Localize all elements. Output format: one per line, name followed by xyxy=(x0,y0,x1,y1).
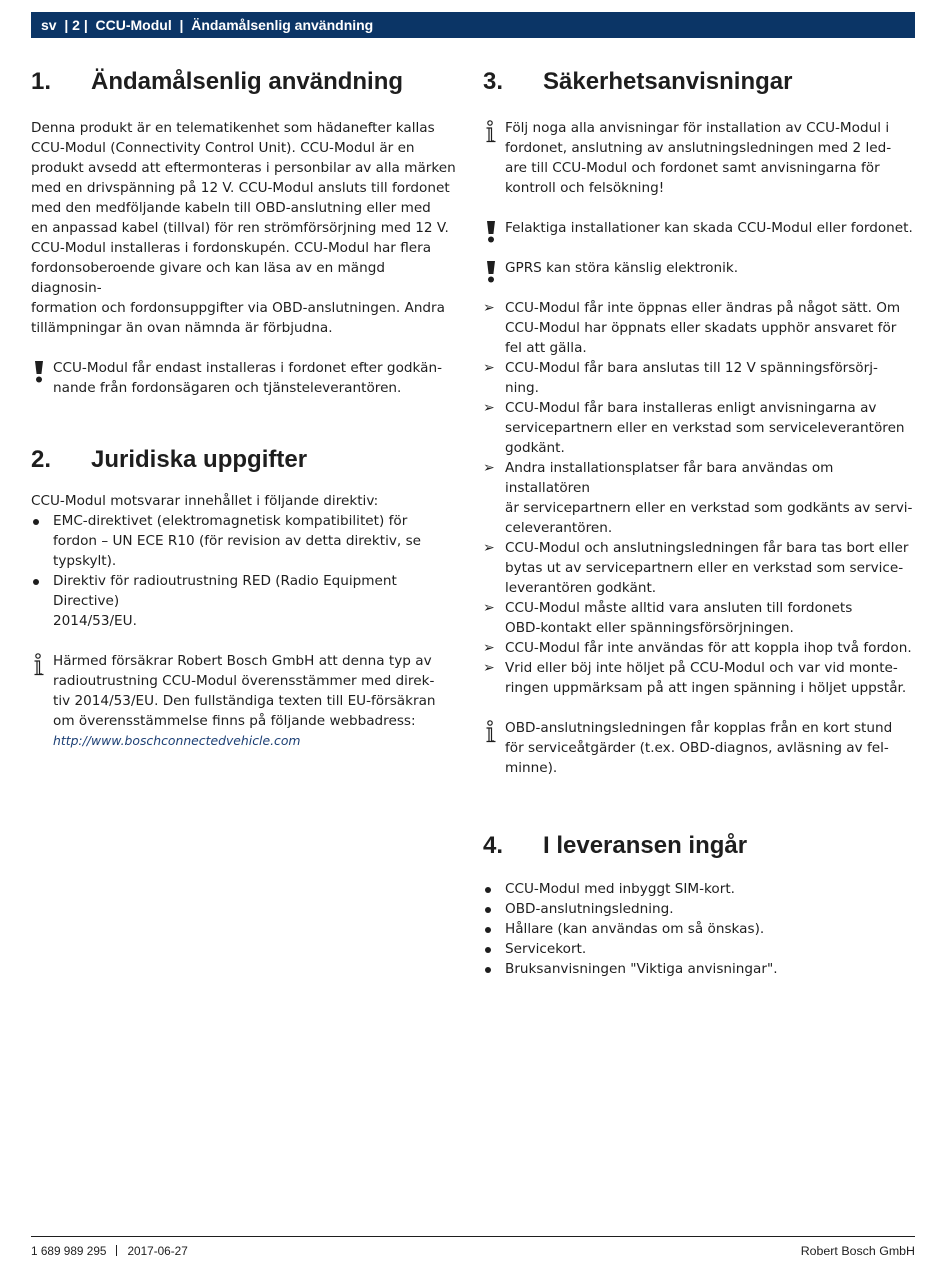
text-line: GPRS kan störa känslig elektronik. xyxy=(505,260,739,276)
arrow-bullet-icon: ➢ xyxy=(483,540,495,556)
arrow-bullet-icon: ➢ xyxy=(483,460,495,476)
list-item xyxy=(483,458,917,538)
text-line: Andra installationsplatser får bara användas om installatören xyxy=(505,460,834,496)
text-line: 2014/53/EU. xyxy=(53,613,137,629)
delivery-contents-list xyxy=(483,879,917,979)
text-line: CCU-Modul får inte användas för att koppla ihop två fordon. xyxy=(505,640,912,656)
list-item xyxy=(483,298,917,358)
footer-company: Robert Bosch GmbH xyxy=(800,1244,915,1258)
section-title: Juridiska uppgifter xyxy=(91,446,308,473)
text-line: CCU-Modul installeras i fordonskupén. CCU-Modul har flera xyxy=(31,240,432,256)
left-column xyxy=(31,66,459,751)
section-number: 1. xyxy=(31,68,52,95)
section-3-heading xyxy=(483,66,917,98)
list-item xyxy=(483,959,917,979)
warning-note xyxy=(31,358,459,398)
text-line: Följ noga alla anvisningar för installation av CCU-Modul i xyxy=(505,120,890,136)
info-icon xyxy=(483,120,499,144)
text-line: en anpassad kabel (tillval) för ren strömförsörjning med 12 V. xyxy=(31,220,449,236)
text-line: leverantören godkänt. xyxy=(505,580,657,596)
list-item xyxy=(483,638,917,658)
text-line: fordonet, anslutning av anslutningsledningen med 2 led- xyxy=(505,140,892,156)
info-note xyxy=(31,651,459,751)
text-line: OBD-kontakt eller spänningsförsörjningen. xyxy=(505,620,794,636)
text-line: typskylt). xyxy=(53,553,117,569)
text-line: minne). xyxy=(505,760,558,776)
list-item xyxy=(483,538,917,598)
exclamation-icon xyxy=(483,220,499,244)
text-line: are till CCU-Modul och fordonet samt anvisningarna för xyxy=(505,160,880,176)
text-line: kontroll och felsökning! xyxy=(505,180,665,196)
text-line: fel att gälla. xyxy=(505,340,587,356)
arrow-bullet-icon: ➢ xyxy=(483,400,495,416)
info-note xyxy=(483,718,917,778)
section-4-heading xyxy=(483,830,917,862)
text-line: formation och fordonsuppgifter via OBD-anslutningen. Andra xyxy=(31,300,445,316)
text-line: Servicekort. xyxy=(505,941,587,957)
warning-note xyxy=(483,218,917,238)
text-line: för serviceåtgärder (t.ex. OBD-diagnos, avläsning av fel- xyxy=(505,740,889,756)
text-line: ning. xyxy=(505,380,539,396)
list-item xyxy=(483,899,917,919)
list-item xyxy=(483,879,917,899)
text-line: produkt avsedd att eftermonteras i personbilar av alla märken xyxy=(31,160,456,176)
text-line: med den medföljande kabeln till OBD-anslutning eller med xyxy=(31,200,431,216)
list-item xyxy=(483,398,917,458)
bullet-icon xyxy=(485,967,491,973)
text-line: CCU-Modul (Connectivity Control Unit). CCU-Modul är en xyxy=(31,140,415,156)
exclamation-icon xyxy=(483,260,499,284)
exclamation-icon xyxy=(31,360,47,384)
text-line: Härmed försäkrar Robert Bosch GmbH att denna typ av xyxy=(53,653,432,669)
section-1-paragraph xyxy=(31,118,459,338)
section-1-heading xyxy=(31,66,459,98)
text-line: tiv 2014/53/EU. Den fullständiga texten till EU-försäkran xyxy=(53,693,436,709)
text-line: fordonsoberoende givare och kan läsa av en mängd diagnosin- xyxy=(31,260,385,296)
text-line: om överensstämmelse finns på följande webbadress: xyxy=(53,713,416,729)
footer-doc-info xyxy=(31,1243,188,1259)
text-line: servicepartnern eller en verkstad som serviceleverantören xyxy=(505,420,905,436)
section-title: Ändamålsenlig användning xyxy=(91,68,404,95)
arrow-bullet-icon: ➢ xyxy=(483,660,495,676)
text-line: CCU-Modul får inte öppnas eller ändras på något sätt. Om xyxy=(505,300,901,316)
list-item xyxy=(483,658,917,698)
info-icon xyxy=(483,720,499,744)
footer-separator xyxy=(116,1245,117,1256)
text-line: ringen uppmärksam på att ingen spänning i höljet uppstår. xyxy=(505,680,907,696)
text-line: CCU-Modul får bara anslutas till 12 V spänningsförsörj- xyxy=(505,360,878,376)
bullet-icon xyxy=(33,579,39,585)
text-line: radioutrustning CCU-Modul överensstämmer med direk- xyxy=(53,673,435,689)
section-number: 4. xyxy=(483,832,504,859)
bullet-icon xyxy=(485,947,491,953)
bullet-icon xyxy=(33,519,39,525)
text-line: EMC-direktivet (elektromagnetisk kompatibilitet) för xyxy=(53,513,408,529)
warning-note xyxy=(483,258,917,278)
directive-list xyxy=(31,511,459,631)
text-line: nande från fordonsägaren och tjänsteleverantören. xyxy=(53,380,402,396)
text-line: CCU-Modul får bara installeras enligt anvisningarna av xyxy=(505,400,877,416)
arrow-bullet-icon: ➢ xyxy=(483,600,495,616)
arrow-bullet-icon: ➢ xyxy=(483,300,495,316)
list-item xyxy=(483,358,917,398)
right-column xyxy=(483,66,917,979)
text-line: Bruksanvisningen "Viktiga anvisningar". xyxy=(505,961,778,977)
text-line: CCU-Modul har öppnats eller skadats upphör ansvaret för xyxy=(505,320,897,336)
text-line: CCU-Modul måste alltid vara ansluten till fordonets xyxy=(505,600,853,616)
text-line: Vrid eller böj inte höljet på CCU-Modul och var vid monte- xyxy=(505,660,898,676)
arrow-bullet-icon: ➢ xyxy=(483,360,495,376)
page-header-bar: sv | 2 | CCU-Modul | Ändamålsenlig användning xyxy=(31,12,915,38)
text-line: fordon – UN ECE R10 (för revision av detta direktiv, se xyxy=(53,533,422,549)
website-link[interactable]: http://www.boschconnectedvehicle.com xyxy=(53,733,301,748)
section-number: 3. xyxy=(483,68,504,95)
list-item xyxy=(483,919,917,939)
bullet-icon xyxy=(485,907,491,913)
section-title: Säkerhetsanvisningar xyxy=(543,68,793,95)
section-2-heading xyxy=(31,444,459,476)
text-line: bytas ut av servicepartnern eller en verkstad som service- xyxy=(505,560,904,576)
list-item xyxy=(31,571,459,631)
text-line: celeverantören. xyxy=(505,520,613,536)
footer-divider xyxy=(31,1236,915,1237)
list-item xyxy=(31,511,459,571)
text-line: OBD-anslutningsledningen får kopplas från en kort stund xyxy=(505,720,893,736)
section-number: 2. xyxy=(31,446,52,473)
text-line: CCU-Modul och anslutningsledningen får bara tas bort eller xyxy=(505,540,909,556)
text-line: CCU-Modul får endast installeras i fordonet efter godkän- xyxy=(53,360,442,376)
text-line: Hållare (kan användas om så önskas). xyxy=(505,921,765,937)
text-line: tillämpningar än ovan nämnda är förbjudna. xyxy=(31,320,333,336)
doc-date: 2017-06-27 xyxy=(127,1244,188,1258)
text-line: med en drivspänning på 12 V. CCU-Modul ansluts till fordonet xyxy=(31,180,450,196)
doc-number: 1 689 989 295 xyxy=(31,1244,107,1258)
text-line: godkänt. xyxy=(505,440,565,456)
info-icon xyxy=(31,653,47,677)
text-line: OBD-anslutningsledning. xyxy=(505,901,674,917)
bullet-icon xyxy=(485,927,491,933)
section-title: I leveransen ingår xyxy=(543,832,748,859)
list-item xyxy=(483,598,917,638)
section-2-intro: CCU-Modul motsvarar innehållet i följande direktiv: xyxy=(31,493,379,509)
arrow-bullet-icon: ➢ xyxy=(483,640,495,656)
text-line: Direktiv för radioutrustning RED (Radio Equipment Directive) xyxy=(53,573,397,609)
safety-rules-list xyxy=(483,298,917,698)
list-item xyxy=(483,939,917,959)
text-line: är servicepartnern eller en verkstad som godkänts av servi- xyxy=(505,500,913,516)
text-line: Denna produkt är en telematikenhet som hädanefter kallas xyxy=(31,120,435,136)
text-line: Felaktiga installationer kan skada CCU-Modul eller fordonet. xyxy=(505,220,913,236)
bullet-icon xyxy=(485,887,491,893)
text-line: CCU-Modul med inbyggt SIM-kort. xyxy=(505,881,735,897)
info-note xyxy=(483,118,917,198)
